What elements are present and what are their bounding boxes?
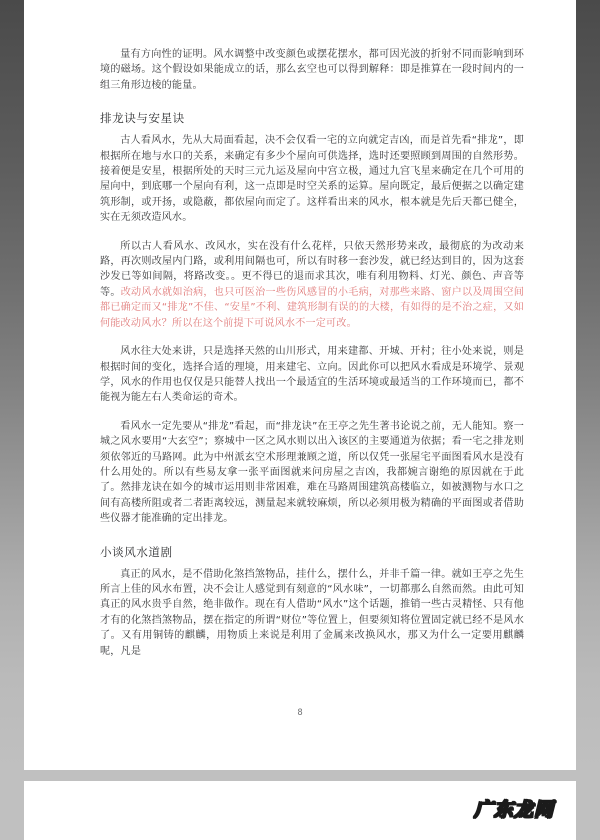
paragraph-text-plain: 所以古人看风水、改风水，实在没有什么花样，只依天然形势来改，最彻底的为改动来路，再次则改屋内门路，或利用间隔也可，所以有时移一套沙发，就已经达到目的，因为这套沙发已等如间隔，将路改变。。更不得已的退而求其次，唯有利用物料、灯光、颜色、声音等等。: [100, 240, 524, 298]
paragraph-macro-micro: 风水往大处来讲，只是选择天然的山川形式，用来建都、开城、开村；往小处来说，则是根据时间的变化，选择合适的理境，用来建宅、立向。因此你可以把风水看成是环境学、景观学，风水的作用也仅仅是只能替人找出一个最适宜的生活环境或最适当的工作环境而已，都不能视为能左右人类命运的奇术。: [100, 346, 524, 404]
page-content: [100, 47, 524, 672]
paragraph-real-fengshui: 真正的风水，是不借助化煞挡煞物品，挂什么，摆什么，并非千篇一律。就如王亭之先生所言上佳的风水布置，决不会让人感觉到有刻意的“风水味”，一切都那么自然而然。由此可知真正的风水贵乎自然，绝非做作。现在有人借助“风水”这个话题，推销一些古灵精怪、只有他才有的化煞挡煞物品，摆在指定的所谓“财位”等位置上，但要须知将位置固定就已经不是风水了。又有用铜铸的麒麟，用物质上来说是利用了金属来改换风水，那又为什么一定要用麒麟呢，凡是: [100, 568, 524, 657]
document-page: [24, 0, 576, 770]
paragraph-change-fengshui: [100, 239, 524, 331]
document-page-next: [24, 781, 576, 840]
highlighted-red-text: 改动风水就如治病，也只可医治一些伤风感冒的小毛病，对那些来路、窗户以及周围空间都已确定而又“排龙”不佳、“安星”不利、建筑形制有误的的大楼，有如得的是不治之症，又如何能改动风水？所以在这个前提下可说风水不一定可改。: [100, 286, 524, 329]
paragraph-ancient-fengshui: 古人看风水，先从大局面看起，决不会仅看一宅的立向就定吉凶，而是首先看“排龙”，即根据所在地与水口的关系，来确定有多少个屋向可供选择，选时还要照顾到周围的自然形势。接着便是安星，根据所处的天时三元九运及屋向中宫立极，通过九宫飞星来确定在几个可用的屋向中，到底哪一个屋向有利，这一点即是时空关系的运算。屋向既定，最后便据之以确定建筑形制，或开扬，或隐蔽，都依屋向而定了。这样看出来的风水，根本就是先后天都已健全，实在无须改造风水。: [100, 135, 524, 224]
section-heading-pailongjue: 排龙诀与安星诀: [100, 111, 185, 126]
site-watermark: 广东龙网: [473, 799, 554, 821]
paragraph-continuation: 量有方向性的证明。风水调整中改变颜色或摆花摆水，都可因光波的折射不同而影响到环境的磁场。这个假设如果能成立的话，那么玄空也可以得到解释：即是推算在一段时间内的一组三角形边棱的能量。: [100, 49, 524, 91]
section-heading-xiaotan: 小谈风水道剧: [100, 544, 173, 559]
page-number: 8: [297, 707, 303, 717]
paragraph-wang-tingzhi: 看风水一定先要从“排龙”看起，而“排龙诀”在王亭之先生著书论说之前，无人能知。察一城之风水要用“大玄空”；察城中一区之风水则以出入该区的主要通道为依据；看一宅之排龙则须依邻近的马路网。此为中州派玄空术形理兼顾之道，所以仅凭一张屋宅平面图看风水是没有什么用处的。所以有些易友拿一张平面图就来问房屋之吉凶，我都婉言谢绝的原因就在于此了。然排龙诀在如今的城市运用则非常困难，难在马路周围建筑高楼临立，如被测物与水口之间有高楼所阻或者二者距离较远，测量起来就较麻烦，所以必须用极为精确的平面图或者借助些仪器才能准确的定出排龙。: [100, 420, 524, 525]
